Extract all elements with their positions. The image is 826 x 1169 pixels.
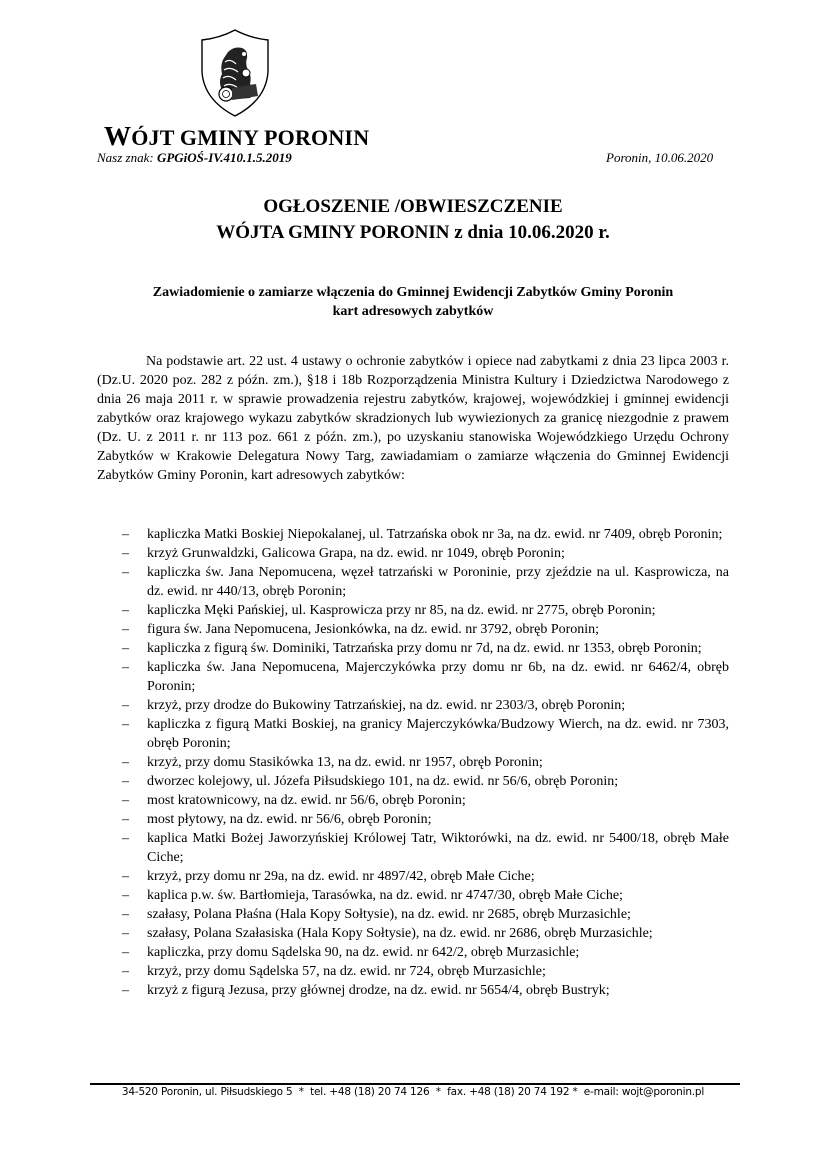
org-name (104, 121, 369, 152)
list-item (122, 753, 729, 772)
list-item (122, 715, 729, 753)
list-item-text: krzyż, przy domu Stasikówka 13, na dz. ewid. nr 1957, obręb Poronin; (147, 755, 543, 770)
list-bullet-dash: – (122, 755, 129, 770)
list-item (122, 981, 729, 1000)
document-title-line1: OGŁOSZENIE /OBWIESZCZENIE (263, 196, 563, 217)
list-item (122, 658, 729, 696)
list-item (122, 791, 729, 810)
list-item (122, 905, 729, 924)
reference-label: Nasz znak: (97, 150, 157, 165)
document-subtitle-line2: kart adresowych zabytków (332, 304, 494, 319)
list-bullet-dash: – (122, 622, 129, 637)
list-bullet-dash: – (122, 869, 129, 884)
list-item-text: kapliczka, przy domu Sądelska 90, na dz. ewid. nr 642/2, obręb Murzasichle; (147, 945, 580, 960)
list-bullet-dash: – (122, 926, 129, 941)
list-bullet-dash: – (122, 793, 129, 808)
list-item (122, 772, 729, 791)
list-item (122, 620, 729, 639)
document-title-line2: WÓJTA GMINY PORONIN z dnia 10.06.2020 r. (216, 222, 610, 243)
list-item (122, 696, 729, 715)
list-bullet-dash: – (122, 565, 129, 580)
list-bullet-dash: – (122, 717, 129, 732)
reference-number (97, 150, 292, 166)
list-item-text: kapliczka Matki Boskiej Niepokalanej, ul. Tatrzańska obok nr 3a, na dz. ewid. nr 7409, obręb Poronin; (147, 527, 723, 542)
list-item (122, 810, 729, 829)
list-item-text: krzyż, przy domu nr 29a, na dz. ewid. nr 4897/42, obręb Małe Ciche; (147, 869, 535, 884)
coat-of-arms-bear-icon (198, 28, 272, 118)
org-name-initial: W (104, 121, 132, 151)
list-item (122, 867, 729, 886)
list-bullet-dash: – (122, 831, 129, 846)
list-bullet-dash: – (122, 641, 129, 656)
list-item (122, 563, 729, 601)
list-item (122, 601, 729, 620)
list-item-text: kapliczka św. Jana Nepomucena, Majerczykówka przy domu nr 6b, na dz. ewid. nr 6462/4, obręb Poronin; (147, 660, 729, 694)
list-item-text: kapliczka Męki Pańskiej, ul. Kasprowicza przy nr 85, na dz. ewid. nr 2775, obręb Poronin; (147, 603, 656, 618)
list-item-text: most kratownicowy, na dz. ewid. nr 56/6, obręb Poronin; (147, 793, 466, 808)
list-item-text: krzyż Grunwaldzki, Galicowa Grapa, na dz. ewid. nr 1049, obręb Poronin; (147, 546, 565, 561)
list-item-text: szałasy, Polana Płaśna (Hala Kopy Sołtysie), na dz. ewid. nr 2685, obręb Murzasichle; (147, 907, 631, 922)
list-item (122, 924, 729, 943)
list-item (122, 829, 729, 867)
monument-list (122, 525, 729, 1000)
list-bullet-dash: – (122, 812, 129, 827)
list-item-text: figura św. Jana Nepomucena, Jesionkówka, na dz. ewid. nr 3792, obręb Poronin; (147, 622, 600, 637)
list-item (122, 639, 729, 658)
org-name-rest: ÓJT GMINY PORONIN (131, 125, 370, 150)
list-item-text: kaplica p.w. św. Bartłomieja, Tarasówka, na dz. ewid. nr 4747/30, obręb Małe Ciche; (147, 888, 623, 903)
document-title (0, 194, 826, 246)
list-item-text: kapliczka z figurą św. Dominiki, Tatrzańska przy domu nr 7d, na dz. ewid. nr 1353, obręb Poronin; (147, 641, 702, 656)
list-bullet-dash: – (122, 698, 129, 713)
list-item-text: krzyż z figurą Jezusa, przy głównej drodze, na dz. ewid. nr 5654/4, obręb Bustryk; (147, 983, 610, 998)
list-item-text: most płytowy, na dz. ewid. nr 56/6, obręb Poronin; (147, 812, 432, 827)
list-bullet-dash: – (122, 907, 129, 922)
body-paragraph: Na podstawie art. 22 ust. 4 ustawy o ochronie zabytków i opiece nad zabytkami z dnia 23 lipca 2003 r. (Dz.U. 2020 poz. 282 z późn. zm.), §18 i 18b Rozporządzenia Ministra Kultury i Dziedzictwa Narodowego z dnia 26 maja 2011 r. w sprawie prowadzenia rejestru zabytków, krajowej, wojewódzkiej i gminnej ewidencji zabytków oraz krajowego wykazu zabytków skradzionych lub wywiezionych za granicę niezgodnie z prawem (Dz. U. z 2011 r. nr 113 poz. 661 z późn. zm.), po uzyskaniu stanowiska Wojewódzkiego Urzędu Ochrony Zabytków w Krakowie Delegatura Nowy Targ, zawiadamiam o zamiarze włączenia do Gminnej Ewidencji Zabytków Gminy Poronin, kart adresowych zabytków: (97, 354, 729, 483)
list-item (122, 525, 729, 544)
list-bullet-dash: – (122, 546, 129, 561)
footer-contact: 34-520 Poronin, ul. Piłsudskiego 5 * tel. +48 (18) 20 74 126 * fax. +48 (18) 20 74 192 * e-mail: wojt@poronin.pl (121, 1086, 705, 1098)
list-item (122, 544, 729, 563)
list-bullet-dash: – (122, 603, 129, 618)
list-bullet-dash: – (122, 964, 129, 979)
list-item (122, 943, 729, 962)
list-bullet-dash: – (122, 983, 129, 998)
list-item-text: kapliczka św. Jana Nepomucena, węzeł tatrzański w Poroninie, przy zjeździe na ul. Kasprowicza, na dz. ewid. nr 440/13, obręb Poronin; (147, 565, 729, 599)
list-item (122, 886, 729, 905)
list-item-text: dworzec kolejowy, ul. Józefa Piłsudskiego 101, na dz. ewid. nr 56/6, obręb Poronin; (147, 774, 619, 789)
document-subtitle-line1: Zawiadomienie o zamiarze włączenia do Gminnej Ewidencji Zabytków Gminy Poronin (152, 285, 674, 300)
reference-value: GPGiOŚ-IV.410.1.5.2019 (156, 150, 292, 165)
list-bullet-dash: – (122, 774, 129, 789)
list-item-text: kapliczka z figurą Matki Boskiej, na granicy Majerczykówka/Budzowy Wierch, na dz. ewid. nr 7303, obręb Poronin; (147, 717, 729, 751)
list-bullet-dash: – (122, 888, 129, 903)
list-item-text: kaplica Matki Bożej Jaworzyńskiej Królowej Tatr, Wiktorówki, na dz. ewid. nr 5400/18, obręb Małe Ciche; (147, 831, 729, 865)
place-date: Poronin, 10.06.2020 (606, 150, 714, 165)
document-subtitle (0, 283, 826, 321)
list-item-text: szałasy, Polana Szałasiska (Hala Kopy Sołtysie), na dz. ewid. nr 2686, obręb Murzasichle; (147, 926, 653, 941)
list-item (122, 962, 729, 981)
list-bullet-dash: – (122, 527, 129, 542)
list-item-text: krzyż, przy drodze do Bukowiny Tatrzańskiej, na dz. ewid. nr 2303/3, obręb Poronin; (147, 698, 626, 713)
footer-divider (90, 1083, 740, 1085)
list-bullet-dash: – (122, 945, 129, 960)
list-bullet-dash: – (122, 660, 129, 675)
list-item-text: krzyż, przy domu Sądelska 57, na dz. ewid. nr 724, obręb Murzasichle; (147, 964, 546, 979)
